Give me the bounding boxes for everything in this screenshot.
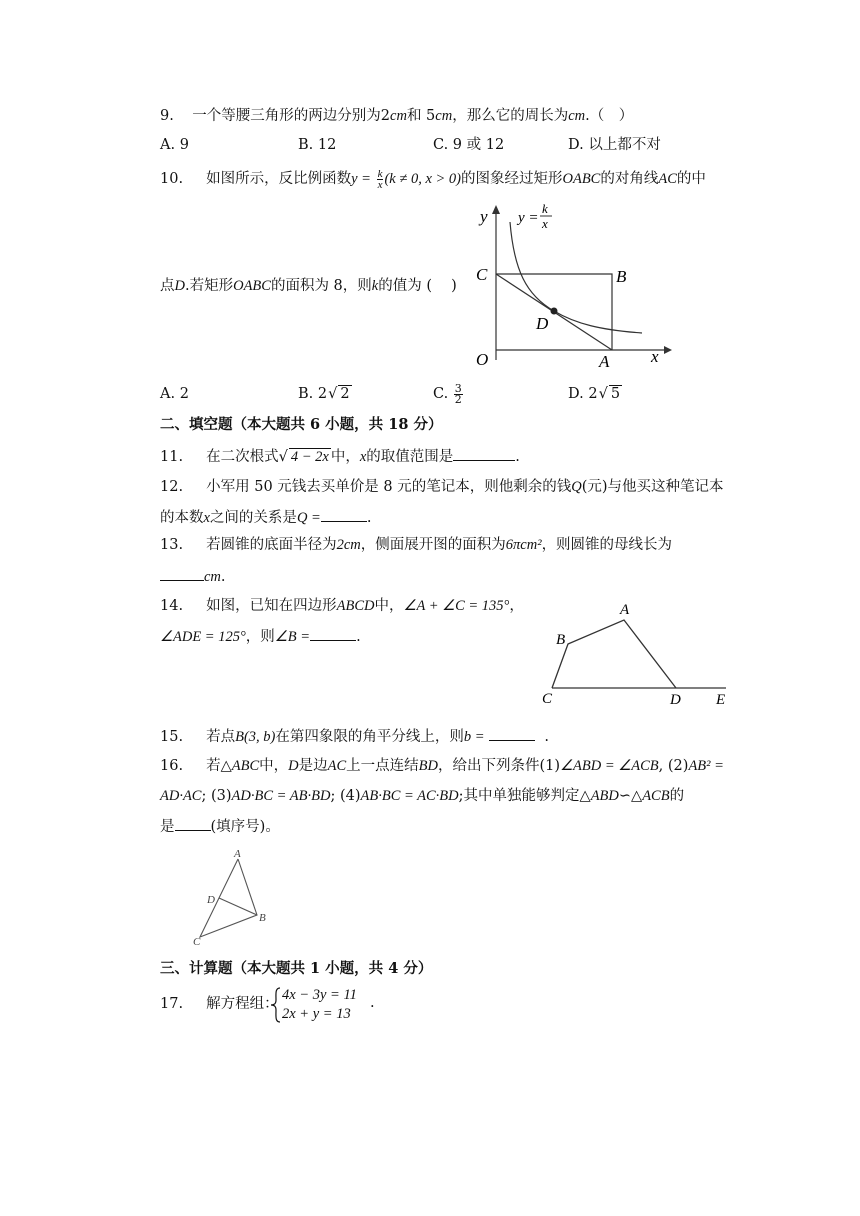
q9-option-a: A. 9 bbox=[160, 137, 189, 153]
q14-stem-line2 bbox=[160, 626, 361, 647]
q10-point-d: D bbox=[174, 278, 185, 294]
q16-point-d: D bbox=[288, 758, 299, 774]
q10-k: k bbox=[371, 278, 379, 294]
q13-answer-blank[interactable] bbox=[160, 566, 204, 581]
q14-condition-1: ∠A + ∠C = 135° bbox=[403, 598, 510, 614]
q10-option-c-num: 3 bbox=[454, 381, 462, 395]
q16-answer-blank[interactable] bbox=[175, 816, 211, 831]
q10-diagonal: AC bbox=[658, 171, 677, 187]
q16-condition-2-start: AB² = bbox=[688, 758, 724, 774]
q11-stem: 11. 在二次根式√ 4 − 2x 中，x的取值范围是 . bbox=[160, 446, 520, 467]
q10-func-lhs: y = bbox=[351, 171, 371, 187]
section-2-heading: 二、填空题（本大题共 6 小题，共 18 分） bbox=[160, 416, 443, 433]
q11-x: x bbox=[359, 449, 367, 465]
q16-number: 16. bbox=[160, 758, 184, 774]
q9-unit-1: cm bbox=[390, 108, 407, 124]
q16-line1b: 中， bbox=[259, 758, 289, 774]
q10-point-d-dot bbox=[551, 308, 558, 315]
q14-label-d: D bbox=[670, 692, 681, 708]
q16-line1f: , (2) bbox=[658, 758, 689, 774]
q12-end: . bbox=[366, 510, 372, 526]
q10-option-b: B. 2√ 2 bbox=[298, 386, 350, 402]
q10-condition: (k ≠ 0, x > 0) bbox=[384, 171, 461, 187]
q11-end: . bbox=[515, 449, 520, 465]
q14-label-a: A bbox=[620, 602, 630, 618]
q9-value-1: 2 bbox=[380, 108, 391, 124]
q14-number: 14. bbox=[160, 598, 184, 614]
q16-stem-line3 bbox=[160, 816, 280, 837]
q10-frac-num: k bbox=[377, 167, 383, 180]
q14-label-e: E bbox=[716, 692, 726, 708]
q12-line2b: 之间的关系是 bbox=[209, 510, 297, 526]
q13-area: 6πcm² bbox=[505, 537, 542, 553]
q13-end: . bbox=[220, 569, 226, 585]
q10-frac-den: x bbox=[377, 178, 383, 191]
q15-stem bbox=[160, 726, 549, 747]
q13-text-c: ，则圆锥的母线长为 bbox=[541, 537, 673, 553]
q9-option-c: C. 9 或 12 bbox=[433, 137, 505, 153]
q13-text-b: ，侧面展开图的面积为 bbox=[360, 537, 506, 553]
q17-brace-icon bbox=[270, 986, 282, 1024]
q10-number: 10. bbox=[160, 171, 184, 187]
q9-text-c: .（ ） bbox=[585, 108, 634, 124]
q16-line1e: ，给出下列条件(1) bbox=[438, 758, 561, 774]
q13-text-a: 若圆锥的底面半径为 bbox=[206, 537, 337, 553]
q10-option-d: D. 2√ 5 bbox=[568, 386, 621, 402]
q17-equation-1: 4x − 3y = 11 bbox=[282, 987, 357, 1003]
q14-quad: ABCD bbox=[336, 598, 375, 614]
q14-text-d: ，则 bbox=[245, 629, 275, 645]
q9-number: 9. bbox=[160, 108, 174, 124]
q10-curve-lhs: y = bbox=[518, 210, 539, 226]
q15-ask: b = bbox=[463, 729, 485, 745]
q14-stem-line1 bbox=[160, 596, 524, 616]
q15-text-a: 若点 bbox=[206, 729, 236, 745]
q16-line1c: 是边 bbox=[298, 758, 328, 774]
q15-text-b: 在第四象限的角平分线上，则 bbox=[275, 729, 464, 745]
q15-end: . bbox=[544, 729, 549, 745]
q16-line3a: 是 bbox=[160, 819, 175, 835]
q10-option-b-radicand: 2 bbox=[340, 386, 350, 402]
q14-end: . bbox=[356, 629, 361, 645]
q10-stem-line2 bbox=[160, 276, 457, 296]
q14-answer-blank[interactable] bbox=[310, 626, 356, 641]
q10-text-d: 的中 bbox=[676, 171, 706, 187]
q10-text-c: 的对角线 bbox=[600, 171, 659, 187]
q10-line2-a: 点 bbox=[160, 278, 175, 294]
q14-figure bbox=[536, 600, 736, 710]
q12-answer-blank[interactable] bbox=[321, 507, 367, 522]
q13-number: 13. bbox=[160, 537, 184, 553]
q10-option-d-radicand: 5 bbox=[610, 386, 621, 402]
q9-unit-3: cm bbox=[568, 108, 586, 124]
q16-condition-4: AB·BC = AC·BD bbox=[360, 788, 459, 804]
q10-option-c bbox=[433, 380, 464, 408]
q16-condition-3: AD·BC = AB·BD bbox=[231, 788, 331, 804]
q11-answer-blank[interactable] bbox=[453, 446, 515, 461]
q16-line2b: ; (3) bbox=[201, 788, 232, 804]
q16-line1a: 若△ bbox=[206, 758, 232, 774]
q16-segment-bd: BD bbox=[418, 758, 439, 774]
q16-stem-line2 bbox=[160, 786, 684, 806]
q12-q-eq: Q = bbox=[296, 510, 321, 526]
section-3-heading: 三、计算题（本大题共 1 小题，共 4 分） bbox=[160, 960, 433, 977]
q17-text-a: 解方程组： bbox=[206, 996, 279, 1012]
q16-tri-1: ABD bbox=[590, 788, 619, 804]
q9-option-b: B. 12 bbox=[298, 137, 337, 153]
q15-number: 15. bbox=[160, 729, 184, 745]
q10-option-b-prefix: B. 2 bbox=[298, 386, 328, 402]
q9-text-mid: 和 bbox=[406, 108, 422, 124]
q12-stem-line2 bbox=[160, 507, 371, 528]
q14-label-b: B bbox=[556, 632, 566, 648]
q12-number: 12. bbox=[160, 479, 184, 495]
q16-line1d: 上一点连结 bbox=[346, 758, 419, 774]
q10-curve-den: x bbox=[542, 216, 548, 231]
q13-stem-line2 bbox=[160, 566, 226, 587]
q14-ask: ∠B = bbox=[274, 629, 311, 645]
q16-condition-2-end: AD·AC bbox=[160, 788, 202, 804]
q12-q: Q bbox=[571, 479, 582, 495]
q16-line2e: 的 bbox=[669, 788, 685, 804]
q16-label-c: C bbox=[193, 936, 201, 948]
q17-number: 17. bbox=[160, 996, 184, 1012]
q10-text-a: 如图所示，反比例函数 bbox=[206, 171, 352, 187]
q12-line2a: 的本数 bbox=[160, 510, 204, 526]
q16-condition-1: ∠ABD = ∠ACB bbox=[560, 758, 659, 774]
q17-equation-2: 2x + y = 13 bbox=[282, 1006, 351, 1022]
q16-stem-line1 bbox=[160, 756, 724, 776]
q10-text-b: 的图象经过矩形 bbox=[461, 171, 563, 187]
q10-line2-b: .若矩形 bbox=[184, 278, 234, 294]
q13-unit: cm bbox=[204, 569, 221, 585]
q10-label-y: y bbox=[480, 207, 488, 226]
q9-unit-2: cm bbox=[435, 108, 453, 124]
q17-end: . bbox=[370, 995, 375, 1011]
q16-side-ac: AC bbox=[327, 758, 347, 774]
q10-option-a: A. 2 bbox=[160, 386, 189, 402]
q10-label-x: x bbox=[651, 347, 659, 366]
q11-text-b: 中， bbox=[330, 449, 360, 465]
q13-radius: 2cm bbox=[336, 537, 361, 553]
q10-label-b: B bbox=[616, 267, 627, 286]
q16-label-a: A bbox=[234, 848, 241, 860]
q17-stem bbox=[160, 994, 279, 1014]
q16-label-b: B bbox=[259, 912, 266, 924]
q16-label-d: D bbox=[207, 894, 215, 906]
q16-triangle: ABC bbox=[231, 758, 260, 774]
q10-rect-name-2: OABC bbox=[233, 278, 271, 294]
q10-option-c-fraction bbox=[454, 381, 463, 406]
q10-stem-line1 bbox=[160, 166, 706, 192]
q10-line2-c: 的面积为 8，则 bbox=[270, 278, 372, 294]
q11-number: 11. bbox=[160, 449, 184, 465]
q16-line3b: (填序号)。 bbox=[210, 819, 280, 835]
q16-figure bbox=[186, 845, 276, 950]
q14-text-b: 中， bbox=[374, 598, 404, 614]
q10-figure bbox=[466, 200, 676, 375]
q9-stem bbox=[160, 106, 633, 126]
q10-curve-num: k bbox=[542, 201, 548, 216]
q11-radicand: 4 − 2x bbox=[290, 449, 329, 465]
q12-x: x bbox=[203, 510, 210, 526]
q12-line1b: (元)与他买这种笔记本 bbox=[581, 479, 724, 495]
q15-answer-blank[interactable] bbox=[489, 726, 535, 741]
q10-label-a: A bbox=[599, 352, 610, 371]
q14-label-c: C bbox=[542, 691, 553, 707]
q16-tri-2: ACB bbox=[642, 788, 670, 804]
q9-text-b: ，那么它的周长为 bbox=[452, 108, 569, 124]
q9-option-d: D. 以上都不对 bbox=[568, 137, 661, 153]
q10-line2-d: 的值为 ( ) bbox=[378, 278, 457, 294]
q10-func-fraction bbox=[377, 169, 384, 190]
q10-label-o: O bbox=[476, 350, 489, 369]
q16-line2d: ;其中单独能够判定△ bbox=[458, 788, 591, 804]
q13-stem-line1 bbox=[160, 535, 672, 555]
q15-point: B(3, b) bbox=[235, 729, 276, 745]
q10-label-c: C bbox=[476, 265, 488, 284]
q11-text-c: 的取值范围是 bbox=[366, 449, 454, 465]
q9-value-2: 5 bbox=[426, 108, 436, 124]
q10-option-d-prefix: D. 2 bbox=[568, 386, 598, 402]
q14-text-a: 如图，已知在四边形 bbox=[206, 598, 337, 614]
q10-option-c-den: 2 bbox=[454, 392, 462, 406]
q9-text-a: 一个等腰三角形的两边分别为 bbox=[192, 108, 381, 124]
q14-text-c: ， bbox=[509, 598, 524, 614]
q16-line2c: ; (4) bbox=[330, 788, 361, 804]
q14-condition-2: ∠ADE = 125° bbox=[160, 629, 246, 645]
q10-label-d: D bbox=[536, 314, 549, 333]
q11-text-a: 在二次根式 bbox=[206, 449, 279, 465]
q16-similar: ∽△ bbox=[618, 788, 643, 804]
q10-option-c-prefix: C. bbox=[433, 386, 449, 402]
q12-stem-line1 bbox=[160, 477, 724, 497]
q10-rect-name: OABC bbox=[562, 171, 601, 187]
q12-line1: 小军用 50 元钱去买单价是 8 元的笔记本，则他剩余的钱 bbox=[206, 479, 572, 495]
